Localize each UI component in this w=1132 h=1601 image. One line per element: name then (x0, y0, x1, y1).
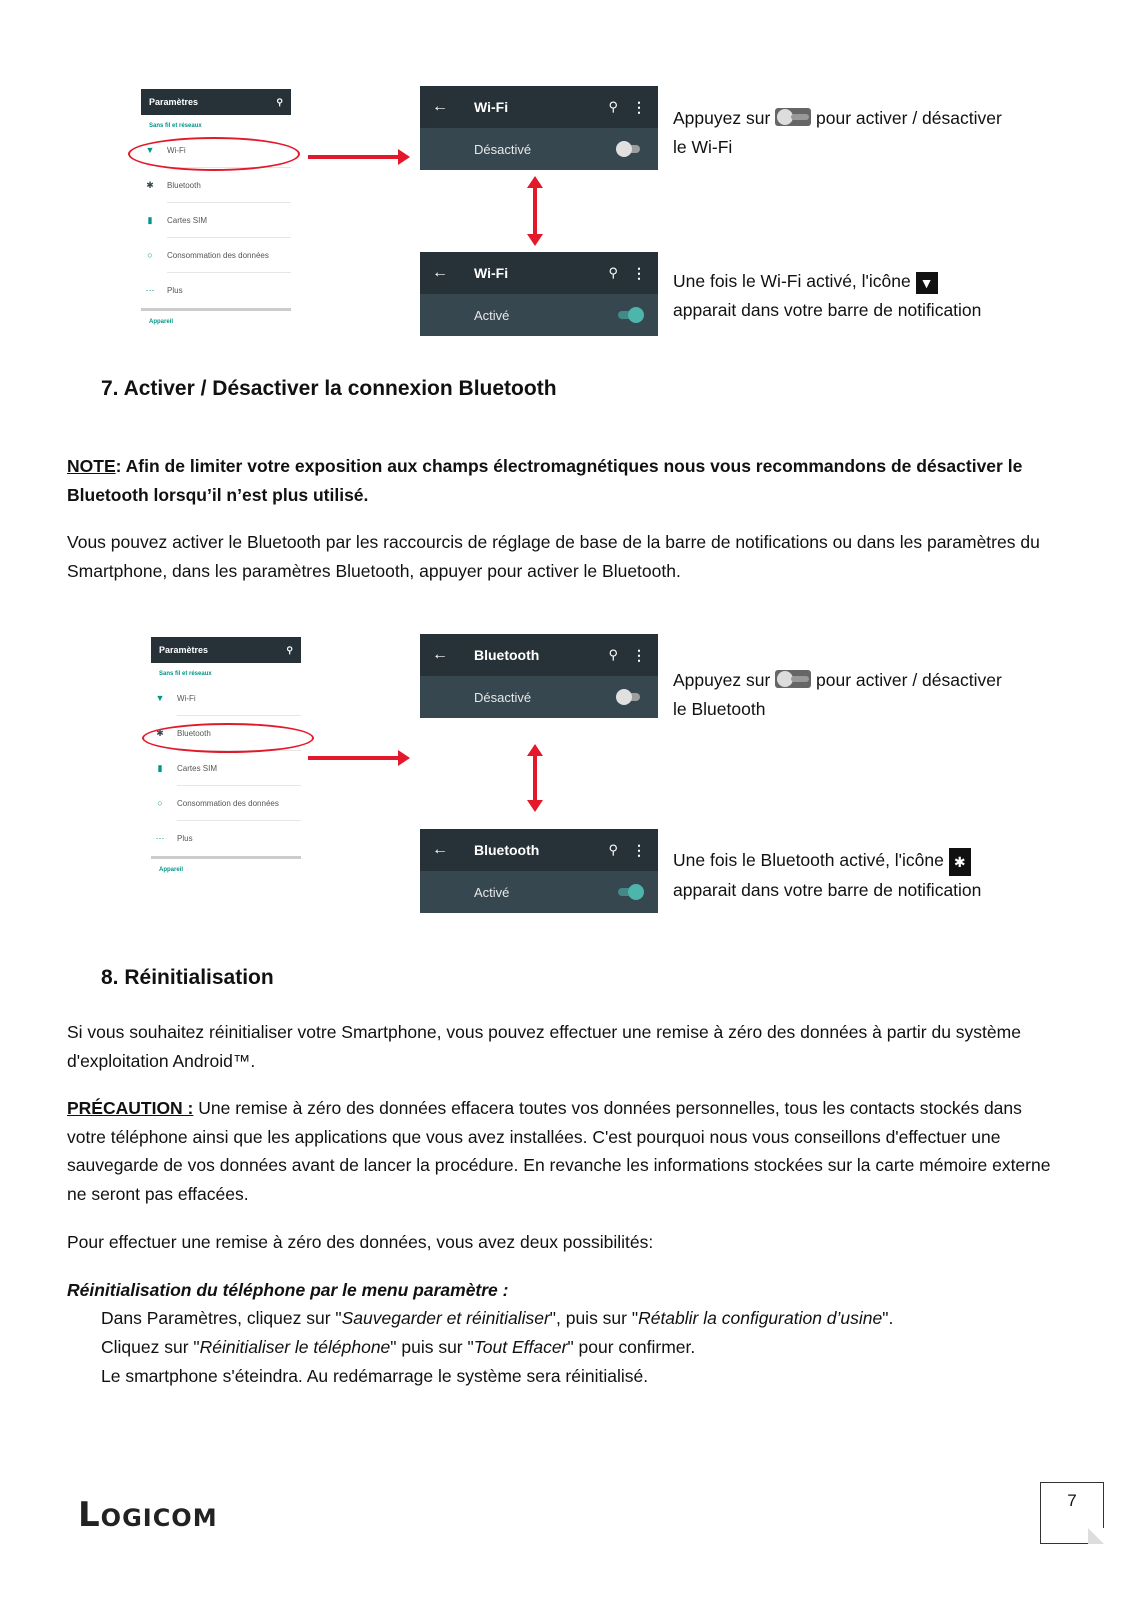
search-icon[interactable]: ⚲ (608, 99, 618, 114)
logicom-logo: Logicom (78, 1495, 218, 1535)
step-3: Le smartphone s'éteindra. Au redémarrage le système sera réinitialisé. (101, 1366, 649, 1386)
settings-item-wifi[interactable]: ▼ Wi-Fi (177, 681, 301, 716)
step-1: Dans Paramètres, cliquez sur "Sauvegarder et réinitialiser", puis sur "Rétablir la configuration d’usine". (101, 1308, 894, 1328)
overflow-menu-icon[interactable]: ⋮ (632, 646, 646, 663)
wifi-toggle-caption: Appuyez sur pour activer / désactiver le Wi-Fi (673, 108, 1002, 157)
precaution-label: PRÉCAUTION : (67, 1098, 194, 1118)
screen-title: Bluetooth (474, 842, 540, 858)
search-icon[interactable]: ⚲ (608, 647, 618, 662)
settings-item-wifi[interactable]: ▼ Wi-Fi (167, 133, 291, 168)
bluetooth-settings-panel (151, 637, 301, 881)
wifi-active-caption: Une fois le Wi-Fi activé, l'icône ▼ apparait dans votre barre de notification (673, 271, 982, 320)
toggle-icon (775, 670, 811, 688)
red-arrow-vertical (533, 186, 537, 236)
section-7-title: 7. Activer / Désactiver la connexion Bluetooth (101, 377, 557, 400)
possibilities-text: Pour effectuer une remise à zéro des données, vous avez deux possibilités: (67, 1232, 654, 1252)
wifi-state-label: Désactivé (474, 141, 532, 157)
settings-item-sim[interactable]: ▮ Cartes SIM (177, 751, 301, 786)
back-arrow-icon[interactable]: ← (432, 646, 448, 663)
wifi-toggle[interactable] (616, 141, 642, 157)
toggle-icon (775, 108, 811, 126)
overflow-menu-icon[interactable]: ⋮ (632, 98, 646, 115)
wifi-toggle[interactable] (616, 307, 642, 323)
overflow-menu-icon[interactable]: ⋮ (632, 264, 646, 281)
back-arrow-icon[interactable]: ← (432, 264, 448, 281)
note-paragraph: NOTE: Afin de limiter votre exposition aux champs électromagnétiques nous vous recommandons de désactiver le Bluetooth lorsqu’il n’est plus utilisé. (67, 456, 1023, 505)
bluetooth-icon: ✱ (146, 179, 154, 190)
wifi-icon: ▼ (145, 145, 155, 155)
search-icon[interactable]: ⚲ (608, 265, 618, 280)
page-number: 7 (1040, 1482, 1104, 1544)
settings-item-data-usage[interactable]: ○ Consommation des données (177, 786, 301, 821)
search-icon[interactable]: ⚲ (276, 96, 283, 107)
settings-item-more[interactable]: ⋯ Plus (155, 832, 193, 843)
settings-item-more[interactable]: ⋯ Plus (145, 284, 183, 295)
bluetooth-icon: ✱ (156, 727, 164, 738)
bluetooth-intro: Vous pouvez activer le Bluetooth par les raccourcis de réglage de base de la barre de notifications ou dans les paramètres du Smartphone, dans les paramètres Bluetooth, appuyer pour activer le Bluetooth. (67, 532, 1040, 581)
settings-item-data-usage[interactable]: ○ Consommation des données (167, 238, 291, 273)
bluetooth-active-caption: Une fois le Bluetooth activé, l'icône ✱ apparait dans votre barre de notification (673, 850, 982, 900)
step-2: Cliquez sur "Réinitialiser le téléphone" puis sur "Tout Effacer" pour confirmer. (101, 1337, 696, 1357)
sim-card-icon: ▮ (147, 214, 153, 225)
wifi-status-icon: ▼ (916, 272, 938, 294)
screen-title: Bluetooth (474, 647, 540, 663)
search-icon[interactable]: ⚲ (286, 644, 293, 655)
more-icon: ⋯ (145, 284, 155, 295)
settings-header (151, 637, 301, 663)
wifi-settings-panel (141, 89, 291, 333)
red-arrow-right (308, 155, 400, 159)
precaution-paragraph: PRÉCAUTION : Une remise à zéro des données effacera toutes vos données personnelles, tous les contacts stockés dans votre téléphone ainsi que les applications que vous avez installées. C'est pourquoi nous vous conseillons d'effectuer une sauvegarde de vos données avant de lancer la procédure. En revanche les informations stockées sur la carte mémoire externe ne seront pas effacées. (67, 1098, 1051, 1204)
menu-heading: Réinitialisation du téléphone par le menu paramètre : (67, 1280, 509, 1300)
wifi-icon: ▼ (155, 693, 165, 703)
bluetooth-screen-on (420, 829, 658, 913)
wifi-screen-on (420, 252, 658, 336)
settings-footer-label: Appareil (159, 867, 184, 873)
reset-intro: Si vous souhaitez réinitialiser votre Smartphone, vous pouvez effectuer une remise à zéro des données à partir du système d'exploitation Android™. (67, 1022, 1021, 1071)
bluetooth-toggle[interactable] (616, 884, 642, 900)
settings-item-sim[interactable]: ▮ Cartes SIM (167, 203, 291, 238)
bluetooth-status-icon: ✱ (949, 848, 971, 876)
more-icon: ⋯ (155, 832, 165, 843)
back-arrow-icon[interactable]: ← (432, 841, 448, 858)
screen-title: Wi-Fi (474, 99, 509, 115)
screen-title: Wi-Fi (474, 265, 509, 281)
settings-title: Paramètres (149, 97, 199, 107)
bluetooth-state-label: Désactivé (474, 689, 532, 705)
bluetooth-toggle-caption: Appuyez sur pour activer / désactiver le Bluetooth (673, 670, 1002, 719)
section-8-title: 8. Réinitialisation (101, 966, 274, 989)
highlight-ellipse (128, 137, 300, 171)
red-arrow-vertical (533, 754, 537, 802)
settings-header (141, 89, 291, 115)
settings-title: Paramètres (159, 645, 209, 655)
overflow-menu-icon[interactable]: ⋮ (632, 841, 646, 858)
settings-section-label: Sans fil et réseaux (159, 671, 212, 677)
settings-footer-label: Appareil (149, 319, 174, 325)
settings-item-bluetooth[interactable]: ✱ Bluetooth (177, 716, 301, 751)
data-usage-icon: ○ (157, 798, 163, 808)
bluetooth-toggle[interactable] (616, 689, 642, 705)
bluetooth-state-label: Activé (474, 884, 510, 900)
wifi-state-label: Activé (474, 307, 510, 323)
highlight-ellipse (142, 723, 314, 753)
wifi-screen-off (420, 86, 658, 170)
data-usage-icon: ○ (147, 250, 153, 260)
search-icon[interactable]: ⚲ (608, 842, 618, 857)
sim-card-icon: ▮ (157, 762, 163, 773)
red-arrow-right (308, 756, 400, 760)
note-label: NOTE (67, 456, 116, 476)
bluetooth-screen-off (420, 634, 658, 718)
settings-item-bluetooth[interactable]: ✱ Bluetooth (167, 168, 291, 203)
back-arrow-icon[interactable]: ← (432, 98, 448, 115)
settings-section-label: Sans fil et réseaux (149, 123, 202, 129)
